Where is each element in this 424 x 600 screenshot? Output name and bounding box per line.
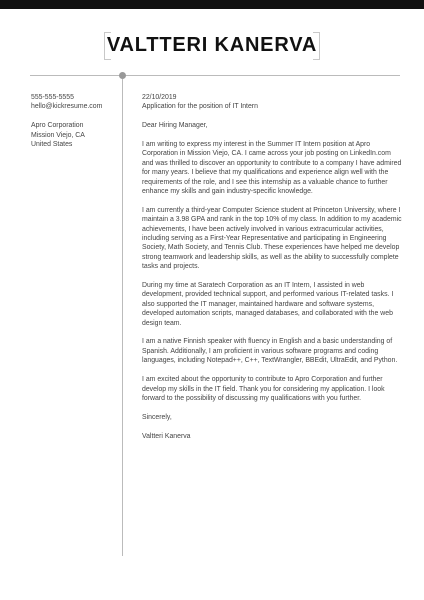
contact-info xyxy=(31,93,116,149)
paragraph: During my time at Saratech Corporation as an IT Intern, I assisted in web development, provided technical support, and performed various IT-related tasks. I also supported the IT manager, maintained hardware and software systems, developed automation scripts, managed databases, and collaborated with the web design team. xyxy=(142,282,394,327)
vertical-divider xyxy=(122,79,123,556)
paragraph: I am writing to express my interest in the Summer IT Intern position at Apro Corporation in Mission Viejo, CA. I came across your job posting on LinkedIn.com and was thrilled to discover an opportunity to contribute to a company I have admired for many years. I believe that my qualifications and experience align well with the requirements of the role, and I see this internship as a valuable chance to further enhance my skills and gain industry-specific knowledge. xyxy=(142,141,402,196)
letter-signature: Valtteri Kanerva xyxy=(142,432,191,440)
top-bar xyxy=(0,0,424,9)
letter-greeting: Dear Hiring Manager, xyxy=(142,122,208,130)
divider-dot xyxy=(119,72,126,79)
email: hello@kickresume.com xyxy=(31,103,103,111)
letter-body xyxy=(142,93,404,450)
recipient-company: Apro Corporation xyxy=(31,122,84,130)
applicant-name: VALTTERI KANERVA xyxy=(106,34,318,56)
phone: 555-555-5555 xyxy=(31,94,74,101)
paragraph: I am a native Finnish speaker with fluency in English and a basic understanding of Spanish. Additionally, I am proficient in various software programs and coding languages, including Notepad++, C++, TextWrangler, BBEdit, UltraEdit, and Python. xyxy=(142,338,398,365)
paragraph: I am excited about the opportunity to contribute to Apro Corporation and further develop my skills in the IT field. Thank you for considering my application. I look forward to the possibility of discussing my qualifications with you further. xyxy=(142,376,385,402)
recipient-country: United States xyxy=(31,141,73,149)
paragraph: I am currently a third-year Computer Science student at Princeton University, where I maintain a 3.98 GPA and rank in the top 10% of my class. In addition to my academic achievements, I have been actively involved in various extracurricular activities, including serving as a First-Year Representative and participating in Engineering Society, Math Society, and Tennis Club. These experiences have helped me develop strong teamwork and leadership skills, as well as the ability to successfully complete tasks and projects. xyxy=(142,206,402,271)
horizontal-divider xyxy=(30,75,400,76)
letter-closing: Sincerely, xyxy=(142,413,172,421)
letter-subject: Application for the position of IT Intern xyxy=(142,103,258,111)
recipient-city: Mission Viejo, CA xyxy=(31,131,85,139)
name-frame xyxy=(104,32,320,58)
letter-date: 22/10/2019 xyxy=(142,94,177,101)
